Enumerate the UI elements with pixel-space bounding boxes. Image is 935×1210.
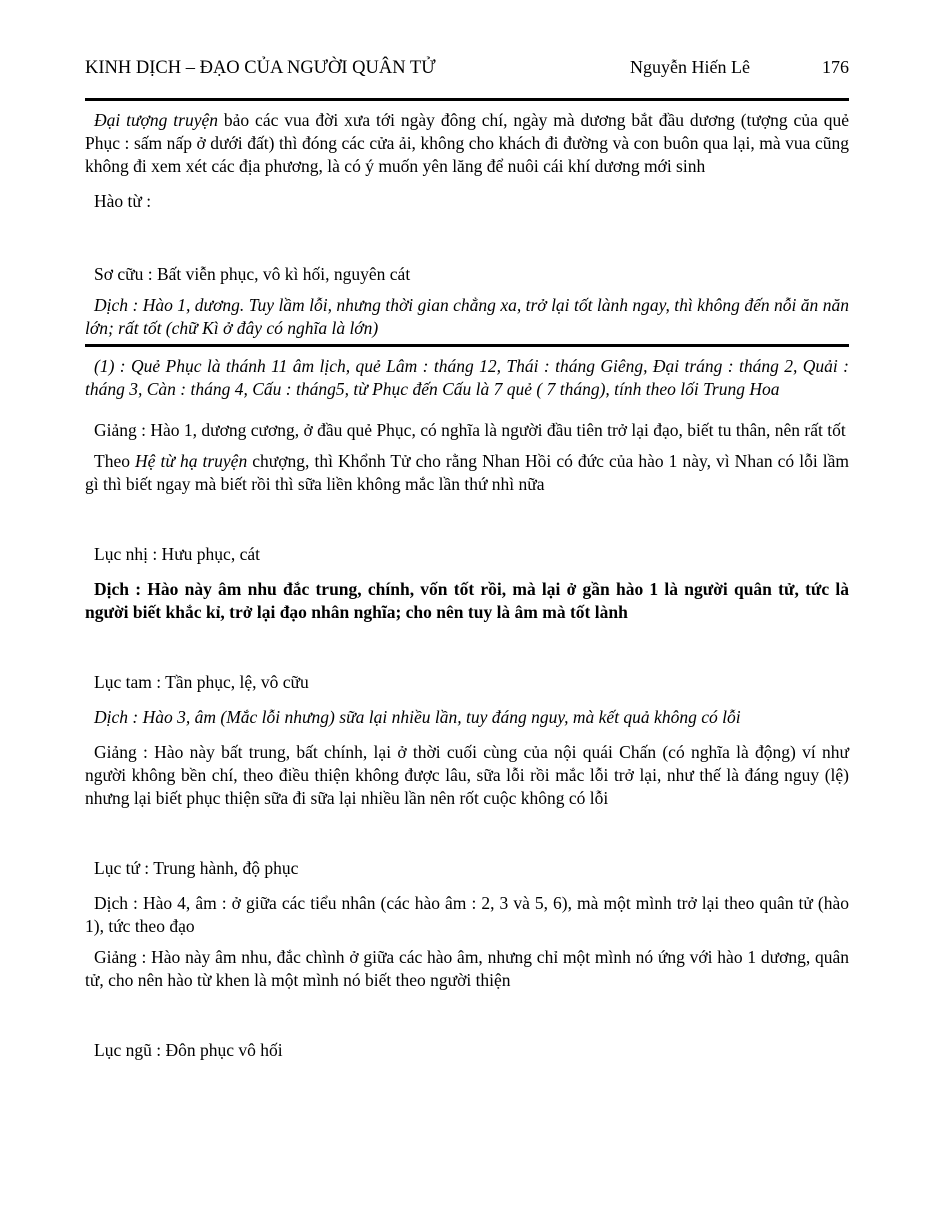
page-number: 176 <box>822 57 849 77</box>
dai-tuong-lead: Đại tượng truyện <box>94 110 218 130</box>
paragraph-dich-hao2: Dịch : Hào này âm nhu đắc trung, chính, vốn tốt rồi, mà lại ở gần hào 1 là người quân tử, tức là người biết khắc kỉ, trở lại đạo nhân nghĩa; cho nên tuy là âm mà tốt lành <box>85 579 849 622</box>
line-so-cuu: Sơ cữu : Bất viễn phục, vô kì hối, nguyên cát <box>94 264 411 284</box>
paragraph-giang-hao3: Giảng : Hào này bất trung, bất chính, lại ở thời cuối cùng của nội quái Chấn (có nghĩa là động) ví như người không bền chí, theo điều thiện không được lâu, sữa lỗi rồi mắc lỗi trở lại, như thế là đáng nguy (lệ) nhưng lại biết phục thiện sữa đi sữa lại nhiều lần nên rốt cuộc không có lỗi <box>85 742 849 808</box>
paragraph-theo-he-tu <box>85 450 849 496</box>
line-luc-tu: Lục tứ : Trung hành, độ phục <box>94 858 299 878</box>
dai-tuong-rest: bảo các vua đời xưa tới ngày đông chí, ngày mà dương bắt đầu dương (tượng của quẻ Phục : sấm nấp ở dưới đất) thì đóng các cửa ải, không cho khách đi đường và con buôn qua lại, mà vua cũng không đi xem xét các địa phương, là có ý muốn yên lăng để nuôi cái khí dương mới sinh <box>85 110 849 176</box>
line-luc-ngu: Lục ngũ : Đôn phục vô hối <box>94 1040 283 1060</box>
book-title: KINH DỊCH – ĐẠO CỦA NGƯỜI QUÂN TỬ <box>85 58 436 78</box>
line-luc-nhi: Lục nhị : Hưu phục, cát <box>94 544 260 564</box>
paragraph-giang-hao4: Giảng : Hào này âm nhu, đắc chình ở giữa các hào âm, nhưng chỉ một mình nó ứng với hào 1 dương, quân tử, cho nên hào từ khen là một mình nó biết theo người thiện <box>85 947 849 990</box>
paragraph-dich-hao4: Dịch : Hào 4, âm : ở giữa các tiểu nhân (các hào âm : 2, 3 và 5, 6), mà một mình trở lại theo quân tử (hào 1), tức theo đạo <box>85 893 849 936</box>
paragraph-giang-hao1: Giảng : Hào 1, dương cương, ở đầu quẻ Phục, có nghĩa là người đầu tiên trở lại đạo, biết tu thân, nên rất tốt <box>94 420 846 440</box>
header-rule <box>85 98 849 101</box>
theo-italic: Hệ từ hạ truyện <box>135 451 248 471</box>
page-header <box>85 56 849 80</box>
theo-rest: chượng, thì Khổnh Tử cho rằng Nhan Hồi có đức của hào 1 này, vì Nhan có lỗi lầm gì thì biết ngay mà biết rồi thì sữa liền không mắc lần thứ nhì nữa <box>85 451 849 494</box>
paragraph-dai-tuong <box>85 109 849 178</box>
paragraph-dich-hao1: Dịch : Hào 1, dương. Tuy lầm lỗi, nhưng thời gian chẳng xa, trở lại tốt lành ngay, thì không đến nỗi ăn năn lớn; rất tốt (chữ Kì ở đây có nghĩa là lớn) <box>85 295 849 338</box>
paragraph-dich-hao3: Dịch : Hào 3, âm (Mắc lỗi nhưng) sữa lại nhiều lần, tuy đáng nguy, mà kết quả không có lỗi <box>94 707 741 727</box>
theo-pre: Theo <box>94 451 136 471</box>
author-name: Nguyễn Hiến Lê <box>630 57 750 77</box>
line-luc-tam: Lục tam : Tần phục, lệ, vô cữu <box>94 672 309 692</box>
hao-tu-label: Hào từ : <box>94 191 152 211</box>
paragraph-footnote: (1) : Quẻ Phục là thánh 11 âm lịch, quẻ Lâm : tháng 12, Thái : tháng Giêng, Đại tráng : tháng 2, Quải : tháng 3, Càn : tháng 4, Cấu : tháng5, từ Phục đến Cấu là 7 quẻ ( 7 tháng), tính theo lối Trung Hoa <box>85 356 849 399</box>
footnote-rule <box>85 344 849 347</box>
